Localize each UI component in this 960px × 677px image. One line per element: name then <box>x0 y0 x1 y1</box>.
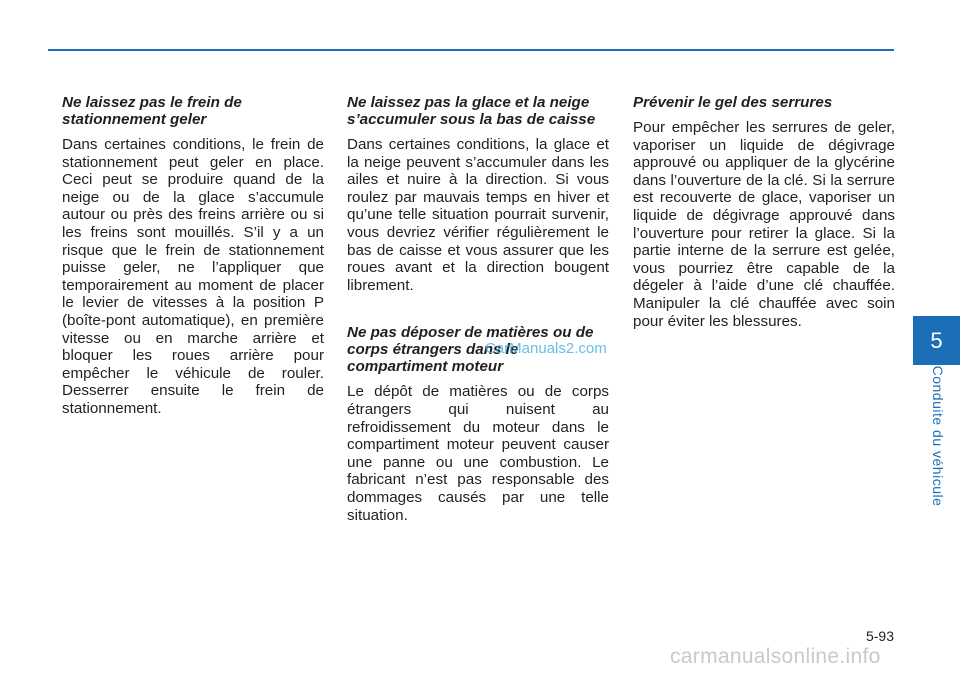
watermark-center: CarManuals2.com <box>485 340 607 357</box>
section-body: Pour empêcher les serrures de geler, vaporiser un liquide de dégivrage approuvé ou appliquer de la glycérine dans l’ouverture de la clé. Si la serrure est recouverte de glace, vaporiser un liquide de dégivrage approuvé dans l’ouverture pour retirer la glace. Si la partie interne de la serrure est gelée, vous pourriez être capable de la dégeler à l’aide d’une clé chauffée. Manipuler la clé chauffée avec soin pour éviter les blessures. <box>633 119 895 330</box>
section-spacer <box>347 294 609 324</box>
section-title: Ne pas déposer de matières ou de corps étrangers dans le compartiment moteur <box>347 324 594 376</box>
column-left <box>62 94 324 418</box>
chapter-label: Conduite du véhicule <box>930 365 946 507</box>
chapter-tab: 5 <box>913 316 960 365</box>
section-body: Dans certaines conditions, le frein de stationnement peut geler en place. Ceci peut se produire quand de la neige ou de la glace s’accumule autour ou près des freins arrière ou si les freins sont mouillés. S’il y a un risque que le frein de stationnement puisse geler, ne l’appliquer que temporairement au moment de placer le levier de vitesses à la position P (boîte-pont automatique), en première vitesse ou en marche arrière et bloquer les roues arrière pour empêcher le véhicule de rouler. Desserrer ensuite le frein de stationnement. <box>62 136 324 417</box>
header-rule <box>48 49 894 51</box>
page-number: 5-93 <box>865 628 894 644</box>
section-title: Prévenir le gel des serrures <box>633 94 833 111</box>
section-title: Ne laissez pas le frein de stationnement geler <box>62 94 242 128</box>
section-body: Dans certaines conditions, la glace et la neige peuvent s’accumuler dans les ailes et nuire à la direction. Si vous roulez par mauvais temps en hiver et qu’une telle situation pourrait survenir, vous devriez vérifier régulièrement le bas de caisse et vous assurer que les roues avant et la direction bougent librement. <box>347 136 609 294</box>
column-middle <box>347 94 609 524</box>
column-right <box>633 94 895 330</box>
section-title: Ne laissez pas la glace et la neige s’accumuler sous la bas de caisse <box>347 94 596 128</box>
watermark-footer: carmanualsonline.info <box>670 645 881 668</box>
section-body: Le dépôt de matières ou de corps étrangers qui nuisent au refroidissement du moteur dans le compartiment moteur peuvent causer une panne ou une combustion. Le fabricant n’est pas responsable des dommages causés par une telle situation. <box>347 383 609 524</box>
